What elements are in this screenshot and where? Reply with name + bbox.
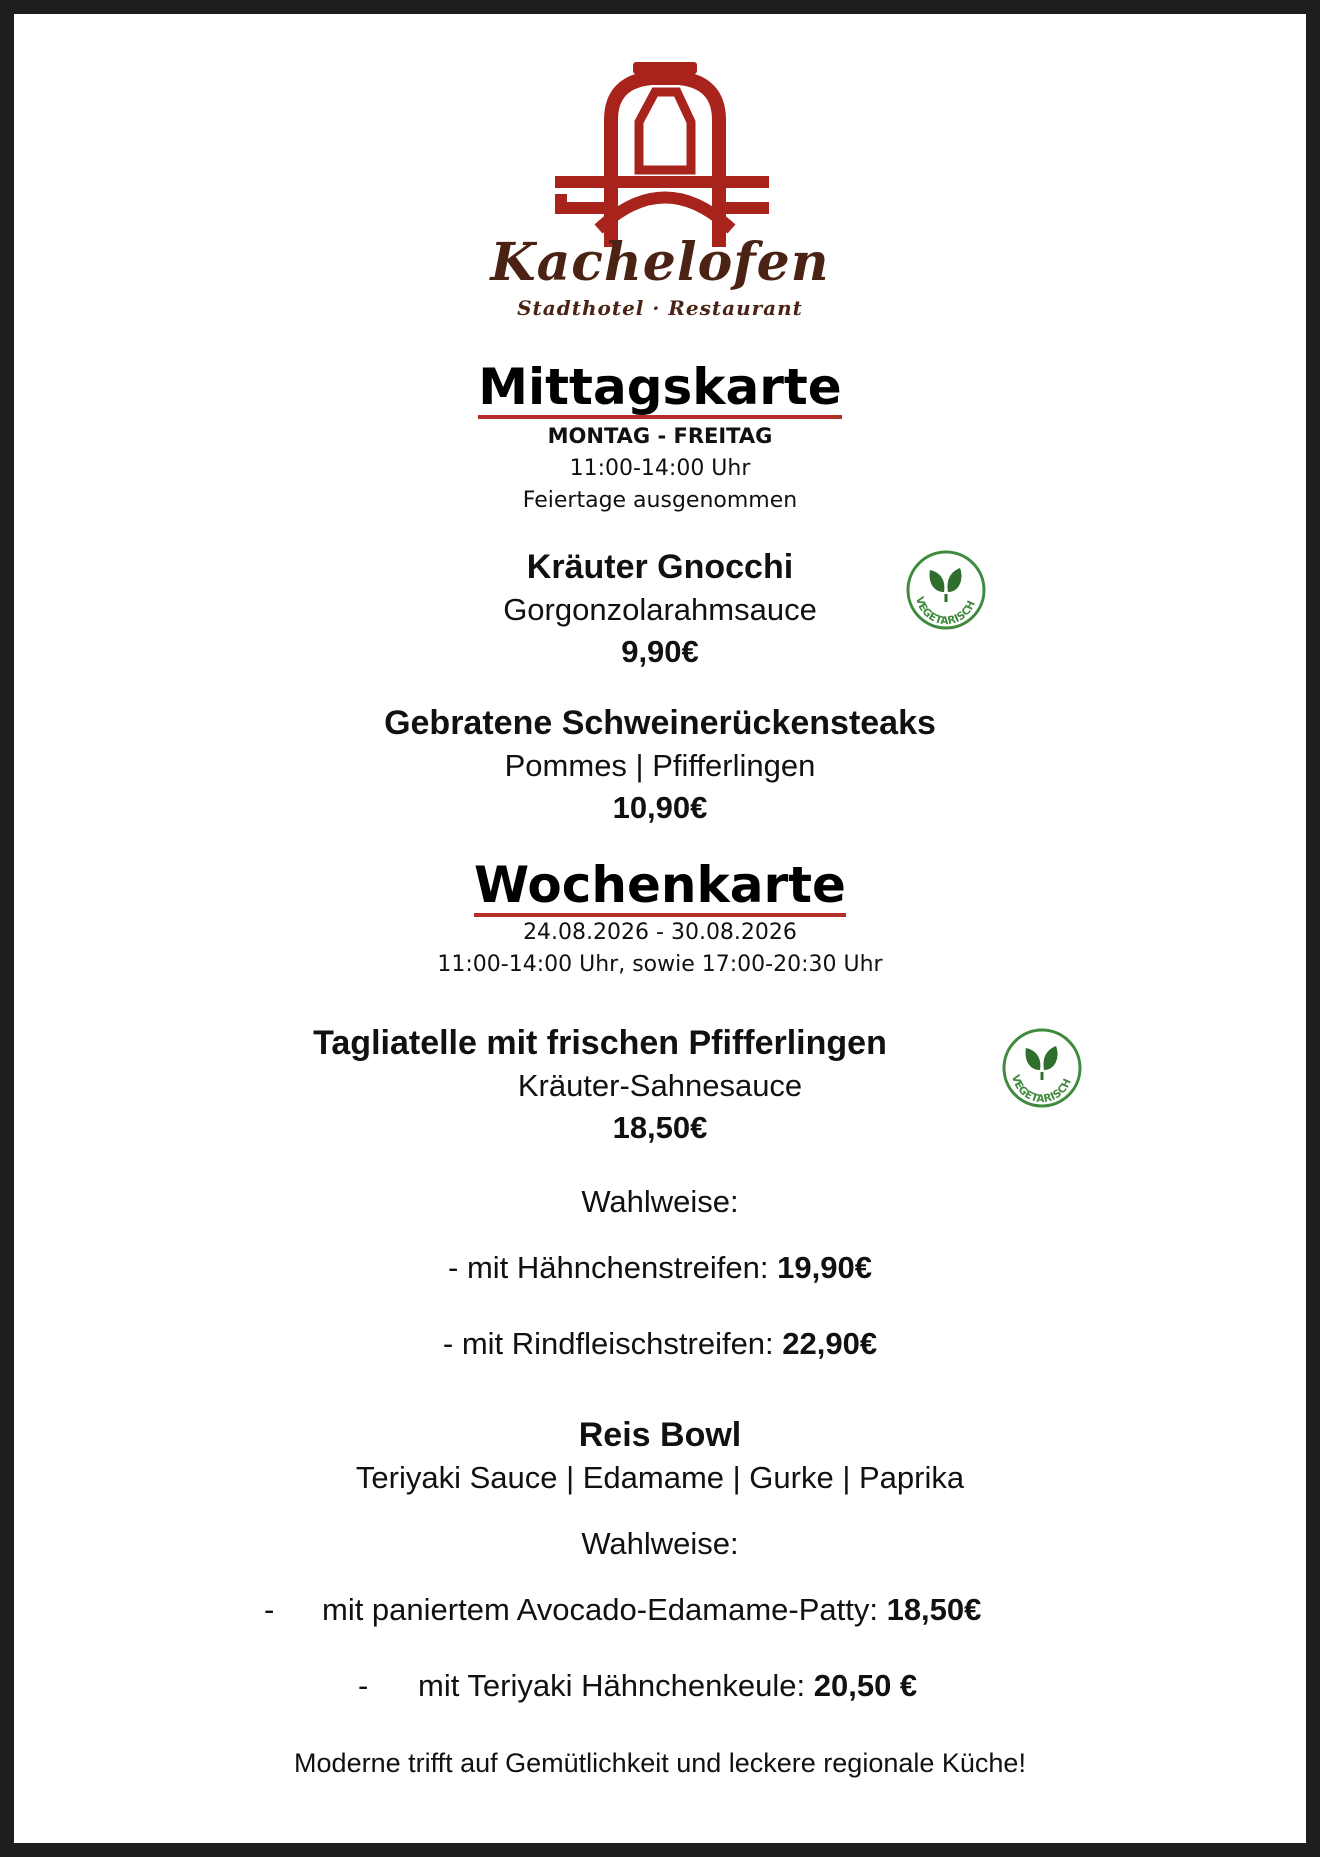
dish-description: Gorgonzolarahmsauce <box>503 592 817 627</box>
dish-name: Reis Bowl <box>578 1416 742 1454</box>
dish-name: Tagliatelle mit frischen Pfifferlingen <box>313 1024 887 1062</box>
badge-label: VEGETARISCH <box>913 595 978 628</box>
mittagskarte-title: Mittagskarte <box>14 358 1306 419</box>
vegetarian-badge-icon <box>904 548 988 632</box>
mittagskarte-hours: 11:00-14:00 Uhr <box>569 456 751 481</box>
menu-page: Kachelofen Stadthotel · Restaurant Mittagskarte MONTAG - FREITAG 11:00-14:00 Uhr Feiertage ausgenommen Kräuter Gnocchi Gorgonzolarahmsauce 9,90€ VEGETARISCH Gebratene Schweinerückensteaks Pommes | Pfifferlingen 10,90€ Wochenkarte 24.08.2026 - 30.08.2026 11:00-14:00 Uhr, sowie 17:00-20:30 Uhr Tagliatelle mit frischen Pfifferlingen Kräuter-Sahnesauce 18,50€ VEGETARISCH Wahlweise: - mit Hähnchenstreifen: 19,90€ - mit Rindfleischstreifen: 22,90€ Reis Bowl Teriyaki Sauce | Edamame | Gurke | Paprika Wahlweise: - mit paniertem Avocado-Edamame-Patty: 18,50€ - mit Teriyaki Hähnchenkeule: 20,50 € Moderne trifft auf Gemütlichkeit und leckere regionale Küche! <box>14 14 1306 1843</box>
dish-price: 9,90€ <box>621 634 699 669</box>
dish-price: 10,90€ <box>612 790 708 825</box>
wochenkarte-title: Wochenkarte <box>14 856 1306 917</box>
dish-name: Gebratene Schweinerückensteaks <box>384 704 936 742</box>
dish-description: Teriyaki Sauce | Edamame | Gurke | Paprika <box>355 1460 965 1495</box>
logo-subtitle: Stadthotel · Restaurant <box>517 296 803 320</box>
footer-slogan: Moderne trifft auf Gemütlichkeit und leckere regionale Küche! <box>294 1748 1026 1778</box>
logo-name: Kachelofen <box>490 232 830 293</box>
dish-description: Pommes | Pfifferlingen <box>504 748 816 783</box>
mittagskarte-note: Feiertage ausgenommen <box>522 488 798 513</box>
option-item: - mit Hähnchenstreifen: 19,90€ <box>448 1250 872 1285</box>
badge-label: VEGETARISCH <box>1009 1073 1074 1106</box>
wochenkarte-dates: 24.08.2026 - 30.08.2026 <box>523 920 797 945</box>
mittagskarte-days: MONTAG - FREITAG <box>547 424 773 448</box>
wochenkarte-hours: 11:00-14:00 Uhr, sowie 17:00-20:30 Uhr <box>437 952 883 977</box>
options-label: Wahlweise: <box>581 1526 739 1561</box>
dish-name: Kräuter Gnocchi <box>526 548 794 586</box>
vegetarian-badge-icon <box>1000 1026 1084 1110</box>
options-label: Wahlweise: <box>581 1184 739 1219</box>
dish-price: 18,50€ <box>612 1110 708 1145</box>
dish-description: Kräuter-Sahnesauce <box>517 1068 803 1103</box>
option-item: - mit Rindfleischstreifen: 22,90€ <box>442 1326 878 1361</box>
